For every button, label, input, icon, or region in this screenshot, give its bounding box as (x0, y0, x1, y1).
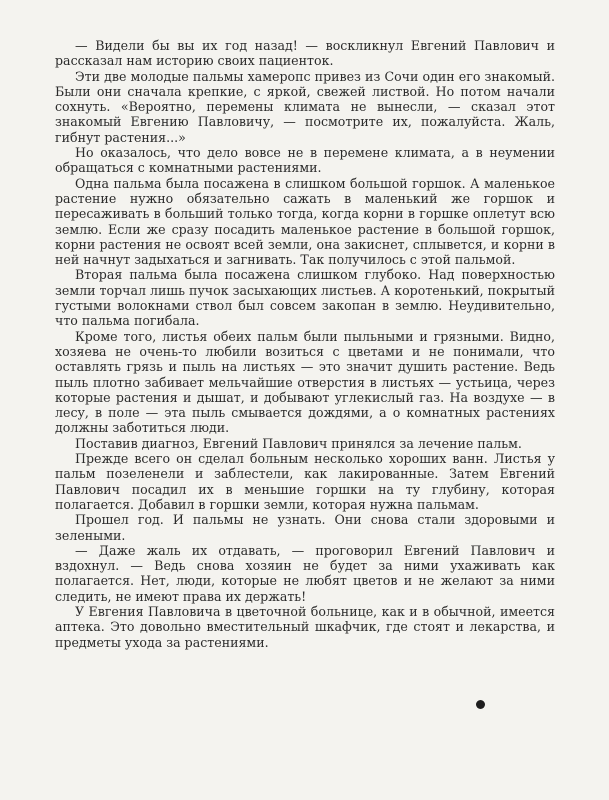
paragraph-6: Кроме того, листья обеих пальм были пыльными и грязными. Видно, хозяева не очень-то любили возиться с цветами и не понимали, что оставлять грязь и пыль на листьях — это значит душить растение. Ведь пыль плотно забивает мельчайшие отверстия в листьях — устьица, через которые растения и дышат, и добывают углекислый газ. На воздухе — в лесу, в поле — эта пыль смывается дождями, а о комнатных растениях должны заботиться люди. (55, 328, 555, 436)
end-of-section-bullet (476, 700, 485, 709)
body-text (55, 38, 555, 650)
paragraph-2: Эти две молодые пальмы хамеропс привез из Сочи один его знакомый. Были они сначала крепкие, с яркой, свежей листвой. Но потом начали сохнуть. «Вероятно, перемены климата не вынесли, — сказал этот знакомый Евгению Павловичу, — посмотрите их, пожалуйста. Жаль, гибнут растения...» (55, 68, 555, 145)
paragraph-4: Одна пальма была посажена в слишком большой горшок. А маленькое растение нужно обязательно сажать в маленький же горшок и пересаживать в больший только тогда, когда корни в горшке оплетут всю землю. Если же сразу посадить маленькое растение в большой горшок, корни растения не освоят всей земли, она закиснет, сплывется, и корни в ней начнут задыхаться и загнивать. Так получилось с этой пальмой. (55, 175, 555, 268)
paragraph-1: — Видели бы вы их год назад! — воскликнул Евгений Павлович и рассказал нам историю своих пациенток. (55, 38, 555, 69)
paragraph-10: — Даже жаль их отдавать, — проговорил Евгений Павлович и вздохнул. — Ведь снова хозяин не будет за ними ухаживать как полагается. Нет, люди, которые не любят цветов и не желают за ними следить, не имеют права их держать! (55, 542, 555, 604)
paragraph-7: Поставив диагноз, Евгений Павлович принялся за лечение пальм. (75, 435, 522, 451)
paragraph-8: Прежде всего он сделал больным несколько хороших ванн. Листья у пальм позеленели и заблестели, как лакированные. Затем Евгений Павлович посадил их в меньшие горшки на ту глубину, которая полагается. Добавил в горшки земли, которая нужна пальмам. (55, 451, 555, 512)
paragraph-9: Прошел год. И пальмы не узнать. Они снова стали здоровыми и зелеными. (55, 512, 555, 543)
paragraph-3: Но оказалось, что дело вовсе не в перемене климата, а в неумении обращаться с комнатными растениями. (55, 145, 555, 176)
paragraph-11: У Евгения Павловича в цветочной больнице, как и в обычной, имеется аптека. Это довольно вместительный шкафчик, где стоят и лекарства, и предметы ухода за растениями. (55, 603, 555, 650)
paragraph-5: Вторая пальма была посажена слишком глубоко. Над поверхностью земли торчал лишь пучок засыхающих листьев. А коротенький, покрытый густыми волокнами ствол был совсем закопан в землю. Неудивительно, что пальма погибала. (55, 267, 555, 329)
